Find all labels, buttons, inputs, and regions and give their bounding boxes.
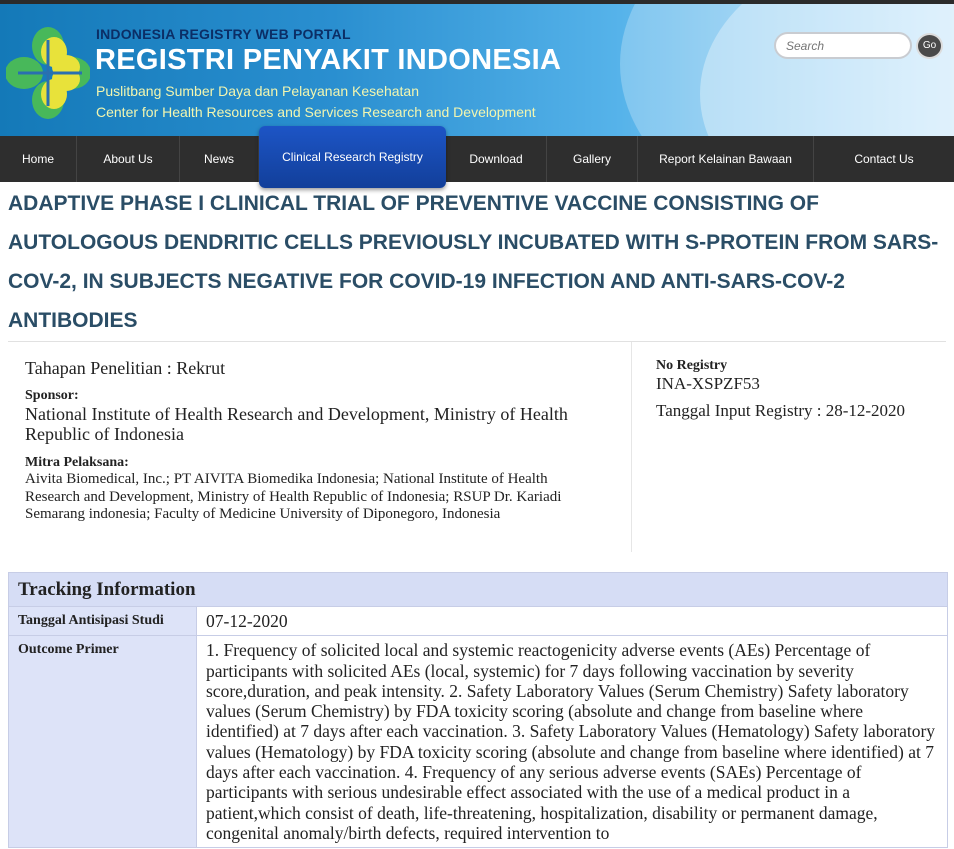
row-value: 07-12-2020 [197, 607, 948, 636]
main-nav [0, 136, 954, 182]
divider [8, 341, 946, 342]
nav-about-us[interactable]: About Us [77, 136, 180, 182]
search-input[interactable] [774, 32, 912, 59]
registry-number-label: No Registry [656, 358, 728, 373]
nav-contact-us[interactable]: Contact Us [854, 152, 914, 166]
table-row [9, 607, 948, 636]
partner-label: Mitra Pelaksana: [25, 455, 129, 470]
nav-download[interactable]: Download [446, 136, 547, 182]
tracking-heading: Tracking Information [9, 573, 948, 607]
nav-report-kelainan-bawaan[interactable]: Report Kelainan Bawaan [638, 136, 814, 182]
row-value: 1. Frequency of solicited local and systemic reactogenicity adverse events (AEs) Percentage of participants with solicited AEs (local, systemic) for 7 days following vaccination by severity score,duration, and peak intensity. 2. Safety Laboratory Values (Serum Chemistry) Safety laboratory values (Serum Chemistry) by FDA toxicity scoring (absolute and change from baseline where identified) at 7 days after each vaccination. 3. Safety Laboratory Values (Hematology) Safety laboratory values (Hematology) by FDA toxicity scoring (absolute and change from baseline where identified) at 7 days after each vaccination. 4. Frequency of any serious adverse events (SAEs) Percentage of participants with serious undesirable effect associated with the use of a medical product in a patient,which consist of death, life-threatening, hospitalization, disability or permanent damage, congenital anomaly/birth defects, required intervention to [197, 636, 948, 848]
registry-input-date: Tanggal Input Registry : 28-12-2020 [656, 401, 906, 420]
subtitle-indonesian: Puslitbang Sumber Daya dan Pelayanan Kesehatan [96, 83, 419, 99]
registry-logo-icon[interactable] [6, 26, 90, 120]
registry-info [656, 358, 926, 421]
site-title[interactable]: REGISTRI PENYAKIT INDONESIA [95, 44, 562, 76]
subtitle-english: Center for Health Resources and Services Research and Development [96, 104, 536, 120]
column-divider [631, 342, 632, 552]
trial-info [25, 358, 605, 524]
nav-home[interactable]: Home [0, 136, 77, 182]
partner-value: Aivita Biomedical, Inc.; PT AIVITA Biomedika Indonesia; National Institute of Health Research and Development, Ministry of Health Republic of Indonesia; RSUP Dr. Kariadi Semarang indonesia; Faculty of Medicine University of Diponegoro, Indonesia [25, 471, 562, 522]
table-row [9, 636, 948, 848]
sponsor-label: Sponsor: [25, 388, 79, 403]
search-go-button[interactable]: Go [916, 33, 943, 59]
nav-clinical-research-registry[interactable]: Clinical Research Registry [259, 126, 446, 188]
portal-label: INDONESIA REGISTRY WEB PORTAL [96, 26, 351, 42]
nav-gallery[interactable]: Gallery [547, 136, 638, 182]
trial-title: ADAPTIVE PHASE I CLINICAL TRIAL OF PREVENTIVE VACCINE CONSISTING OF AUTOLOGOUS DENDRITIC CELLS PREVIOUSLY INCUBATED WITH S-PROTEIN FROM SARS-COV-2, IN SUBJECTS NEGATIVE FOR COVID-19 INFECTION AND ANTI-SARS-COV-2 ANTIBODIES [8, 192, 939, 332]
row-key: Tanggal Antisipasi Studi [9, 607, 197, 636]
site-header [0, 0, 954, 136]
header-decoration [700, 0, 954, 136]
nav-news[interactable]: News [180, 136, 259, 182]
table-header-row [9, 573, 948, 607]
sponsor-value: National Institute of Health Research and Development, Ministry of Health Republic of Indonesia [25, 404, 568, 444]
row-key: Outcome Primer [9, 636, 197, 848]
registry-number-value: INA-XSPZF53 [656, 374, 760, 393]
research-stage: Tahapan Penelitian : Rekrut [25, 358, 226, 378]
tracking-information-table [8, 572, 948, 848]
